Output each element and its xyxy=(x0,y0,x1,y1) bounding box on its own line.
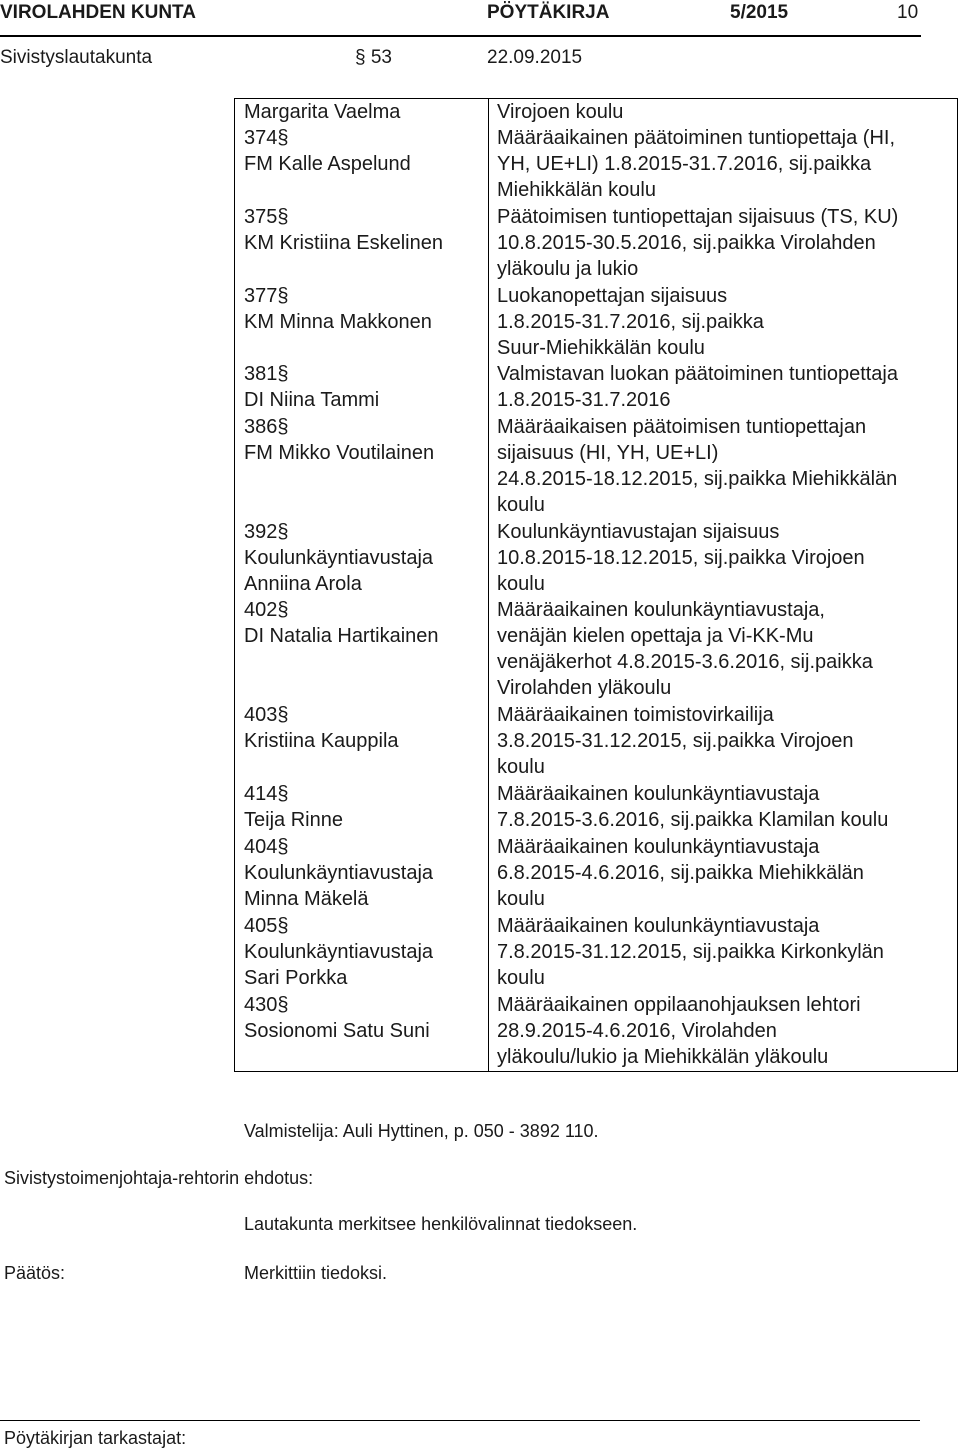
section-reference: 386§ xyxy=(244,416,289,438)
position-line: koulu xyxy=(497,888,545,910)
person-line: DI Niina Tammi xyxy=(244,389,380,411)
document-type: PÖYTÄKIRJA xyxy=(487,2,610,23)
position-line: Luokanopettajan sijaisuus xyxy=(497,285,728,307)
table-row-right xyxy=(497,99,895,203)
table-row-left xyxy=(244,414,434,466)
table-row-left xyxy=(244,361,379,413)
footer-rule xyxy=(0,1420,920,1421)
position-line: Miehikkälän koulu xyxy=(497,179,656,201)
section-reference: 392§ xyxy=(244,521,289,543)
section-sign: § xyxy=(355,47,371,68)
table-row-left xyxy=(244,702,399,754)
person-line: KM Kristiina Eskelinen xyxy=(244,232,443,254)
position-line: Määräaikainen koulunkäyntiavustaja xyxy=(497,783,820,805)
position-line: 1.8.2015-31.7.2016, sij.paikka xyxy=(497,311,764,333)
person-line: DI Natalia Hartikainen xyxy=(244,625,439,647)
table-row-left xyxy=(244,913,433,991)
page-number: 10 xyxy=(897,2,919,23)
table-border-right xyxy=(957,98,958,1072)
section-reference: 375§ xyxy=(244,206,289,228)
section-reference: 403§ xyxy=(244,704,289,726)
position-line: venäjän kielen opettaja ja Vi-KK-Mu xyxy=(497,625,814,647)
position-line: Määräaikainen koulunkäyntiavustaja xyxy=(497,836,820,858)
person-line: Minna Mäkelä xyxy=(244,888,369,910)
person-line: FM Kalle Aspelund xyxy=(244,153,411,175)
position-line: Määräaikainen toimistovirkailija xyxy=(497,704,774,726)
position-line: Valmistavan luokan päätoiminen tuntiopettaja xyxy=(497,363,898,385)
position-line: 3.8.2015-31.12.2015, sij.paikka Virojoen xyxy=(497,730,854,752)
reviewers-label: Pöytäkirjan tarkastajat: xyxy=(4,1428,187,1448)
position-line: 7.8.2015-3.6.2016, sij.paikka Klamilan koulu xyxy=(497,809,889,831)
municipality-name: VIROLAHDEN KUNTA xyxy=(0,2,196,23)
board-name: Sivistyslautakunta xyxy=(0,47,153,68)
position-line: 6.8.2015-4.6.2016, sij.paikka Miehikkälän xyxy=(497,862,864,884)
table-row-right xyxy=(497,992,861,1070)
table-row-left xyxy=(244,283,432,335)
position-line: Päätoimisen tuntiopettajan sijaisuus (TS, KU) xyxy=(497,206,899,228)
table-row-left xyxy=(244,781,343,833)
table-row-left xyxy=(244,992,430,1044)
position-line: Määräaikaisen päätoimisen tuntiopettajan xyxy=(497,416,867,438)
person-line: FM Mikko Voutilainen xyxy=(244,442,435,464)
position-line: koulu xyxy=(497,967,545,989)
table-row-left xyxy=(244,125,411,177)
person-line: Sari Porkka xyxy=(244,967,348,989)
proposal-label: Sivistystoimenjohtaja-rehtorin ehdotus: xyxy=(4,1168,314,1188)
decision-label: Päätös: xyxy=(4,1263,66,1283)
position-line: Määräaikainen päätoiminen tuntiopettaja (HI, xyxy=(497,127,896,149)
position-line: koulu xyxy=(497,494,545,516)
position-line: 10.8.2015-18.12.2015, sij.paikka Virojoen xyxy=(497,547,865,569)
section-reference: 381§ xyxy=(244,363,289,385)
table-row-left xyxy=(244,204,443,256)
first-left-cell: Margarita Vaelma xyxy=(244,101,401,123)
section-reference: 374§ xyxy=(244,127,289,149)
position-line: 24.8.2015-18.12.2015, sij.paikka Miehikkälän xyxy=(497,468,898,490)
preparer-line: Valmistelija: Auli Hyttinen, p. 050 - 3892 110. xyxy=(244,1121,599,1141)
table-row-left xyxy=(244,519,433,597)
table-row-right xyxy=(497,834,864,912)
table-border-left xyxy=(234,98,235,1072)
position-line: Virolahden yläkoulu xyxy=(497,677,672,699)
person-line: Anniina Arola xyxy=(244,573,362,595)
position-line: Määräaikainen koulunkäyntiavustaja, xyxy=(497,599,825,621)
table-row-left xyxy=(244,597,439,649)
section-reference: 404§ xyxy=(244,836,289,858)
section-reference: 430§ xyxy=(244,994,289,1016)
meeting-date: 22.09.2015 xyxy=(487,47,583,68)
person-line: Koulunkäyntiavustaja xyxy=(244,941,434,963)
decision-text: Merkittiin tiedoksi. xyxy=(244,1263,388,1283)
position-line: 10.8.2015-30.5.2016, sij.paikka Virolahden xyxy=(497,232,876,254)
position-line: yläkoulu ja lukio xyxy=(497,258,639,280)
header-rule xyxy=(0,35,921,37)
table-row-right xyxy=(497,781,888,833)
position-line: Määräaikainen oppilaanohjauksen lehtori xyxy=(497,994,861,1016)
table-row-right xyxy=(497,204,898,282)
person-line: Koulunkäyntiavustaja xyxy=(244,547,434,569)
position-line: Määräaikainen koulunkäyntiavustaja xyxy=(497,915,820,937)
person-line: Teija Rinne xyxy=(244,809,343,831)
section-reference: 405§ xyxy=(244,915,289,937)
table-row-right xyxy=(497,283,764,361)
table-row-right xyxy=(497,597,873,701)
position-line: yläkoulu/lukio ja Miehikkälän yläkoulu xyxy=(497,1046,829,1068)
position-line: venäjäkerhot 4.8.2015-3.6.2016, sij.paikka xyxy=(497,651,873,673)
section-reference: 402§ xyxy=(244,599,289,621)
position-line: Virojoen koulu xyxy=(497,101,624,123)
table-row-right xyxy=(497,702,854,780)
section-reference: 414§ xyxy=(244,783,289,805)
position-line: YH, UE+LI) 1.8.2015-31.7.2016, sij.paikka xyxy=(497,153,872,175)
section-number: § 53 xyxy=(355,47,392,68)
table-border-bottom xyxy=(234,1071,958,1072)
person-line: KM Minna Makkonen xyxy=(244,311,432,333)
person-line: Sosionomi Satu Suni xyxy=(244,1020,430,1042)
table-row-left xyxy=(244,834,433,912)
section-reference: 377§ xyxy=(244,285,289,307)
position-line: 1.8.2015-31.7.2016 xyxy=(497,389,671,411)
position-line: 7.8.2015-31.12.2015, sij.paikka Kirkonkylän xyxy=(497,941,884,963)
table-row-right xyxy=(497,913,884,991)
position-line: Koulunkäyntiavustajan sijaisuus xyxy=(497,521,780,543)
position-line: sijaisuus (HI, YH, UE+LI) xyxy=(497,442,719,464)
position-line: koulu xyxy=(497,573,545,595)
position-line: koulu xyxy=(497,756,545,778)
table-row-right xyxy=(497,519,865,597)
position-line: 28.9.2015-4.6.2016, Virolahden xyxy=(497,1020,777,1042)
table-row-right xyxy=(497,361,898,413)
position-line: Suur-Miehikkälän koulu xyxy=(497,337,705,359)
proposal-text: Lautakunta merkitsee henkilövalinnat tiedokseen. xyxy=(244,1214,638,1234)
person-line: Kristiina Kauppila xyxy=(244,730,399,752)
document-number: 5/2015 xyxy=(730,2,789,23)
person-line: Koulunkäyntiavustaja xyxy=(244,862,434,884)
table-row-right xyxy=(497,414,897,518)
table-column-divider xyxy=(488,98,489,1072)
